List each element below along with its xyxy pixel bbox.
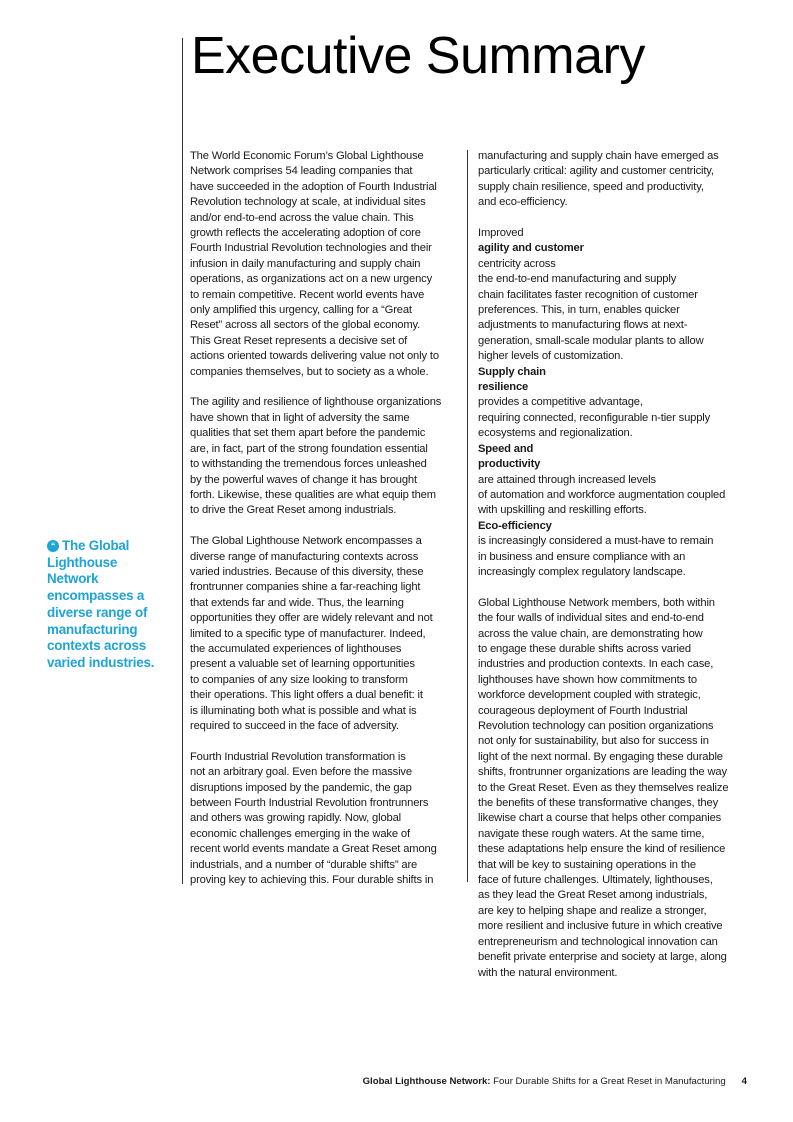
text-line: across the value chain, are demonstrating how — [478, 627, 703, 640]
column-divider-rule — [467, 150, 468, 882]
text-line: of automation and workforce augmentation coupled — [478, 488, 726, 501]
text-line: Fourth Industrial Revolution transformation is — [190, 750, 406, 763]
text-line: likewise chart a course that helps other companies — [478, 812, 722, 825]
text-line: and eco-efficiency. — [478, 196, 568, 209]
text-line: frontrunner companies shine a far-reaching light — [190, 581, 421, 594]
text-line: Fourth Industrial Revolution technologies and their — [190, 242, 432, 255]
text-line: higher levels of customization. Supply chain — [478, 350, 624, 378]
text-line: infusion in daily manufacturing and supply chain — [190, 257, 421, 270]
text-line: increasingly complex regulatory landscape. — [478, 565, 686, 578]
text-line: This Great Reset represents a decisive set of — [190, 334, 408, 347]
text-line: is illuminating both what is possible and what is — [190, 704, 417, 717]
text-line: requiring connected, reconfigurable n-tier supply — [478, 411, 711, 424]
text-line: qualities that set them apart before the pandemic — [190, 427, 426, 440]
text-line: benefit private enterprise and society at large, along — [478, 951, 727, 964]
emphasis: Supply chain — [478, 365, 546, 378]
text-line: actions oriented towards delivering value not only to — [190, 350, 439, 363]
text-line: face of future challenges. Ultimately, lighthouses, — [478, 874, 713, 887]
text-line: light of the next normal. By engaging these durable — [478, 750, 723, 763]
paragraph — [190, 395, 465, 518]
paragraph — [190, 534, 465, 734]
text-line: required to succeed in the face of adversity. — [190, 720, 399, 732]
text-line: Improved agility and customer centricity across — [478, 227, 584, 270]
pull-quote-line: Network — [47, 571, 99, 587]
emphasis: Eco-efficiency — [478, 519, 552, 532]
text-line: more resilient and inclusive future in which creative — [478, 920, 723, 933]
pull-quote-line: diverse range of — [47, 604, 148, 620]
text-line: as they lead the Great Reset among industrials, — [478, 889, 708, 902]
text-line: manufacturing and supply chain have emerged as — [478, 150, 719, 162]
body-column-1 — [190, 149, 465, 904]
text-line: the benefits of these transformative changes, they — [478, 797, 719, 810]
footer-report-name: Global Lighthouse Network: — [362, 1076, 491, 1087]
text-line: have shown that in light of adversity the same — [190, 411, 410, 424]
text-line: The Global Lighthouse Network encompasses a — [190, 535, 422, 548]
text-line: varied industries. Because of this diversity, these — [190, 565, 424, 578]
pull-quote-line: Lighthouse — [47, 554, 118, 570]
page-title: Executive Summary — [191, 27, 645, 85]
text-line: growth reflects the accelerating adoption of core — [190, 227, 421, 240]
text-line: generation, small-scale modular plants to allow — [478, 334, 704, 347]
text-line: only amplified this urgency, calling for a “Great — [190, 304, 412, 317]
text-line: industries and production contexts. In each case, — [478, 658, 714, 671]
text-line: Reset” across all sectors of the global economy. — [190, 319, 421, 332]
text-line: economic challenges emerging in the wake of — [190, 827, 410, 840]
pull-quote-line: varied industries. — [47, 654, 155, 670]
page-footer — [363, 1076, 747, 1087]
text-line: with the natural environment. — [478, 966, 618, 979]
text-line: to companies of any size looking to transform — [190, 673, 408, 686]
text-line: operations, as organizations act on a new urgency — [190, 273, 433, 286]
text-line: adjustments to manufacturing flows at next- — [478, 319, 688, 332]
emphasis: productivity — [478, 458, 541, 471]
text-line: with upskilling and reskilling efforts. Eco-efficiency — [478, 504, 647, 532]
text-line: productivity are attained through increased levels — [478, 458, 656, 486]
paragraph — [478, 596, 748, 981]
quote-icon: “ — [47, 540, 59, 552]
pull-quote-line: manufacturing — [47, 621, 138, 637]
text-line: Network comprises 54 leading companies that — [190, 165, 413, 178]
text-line: are, in fact, part of the strong foundation essential — [190, 442, 428, 455]
text-line: opportunities they offer are widely relevant and not — [190, 612, 433, 625]
paragraph — [190, 750, 465, 889]
text-line: not only for sustainability, but also for success in — [478, 735, 709, 748]
page-number: 4 — [741, 1076, 747, 1087]
text-line: is increasingly considered a must-have to remain — [478, 535, 714, 548]
paragraph-durable-shifts — [478, 226, 748, 580]
text-line: disruptions imposed by the pandemic, the gap — [190, 781, 412, 794]
pull-quote-line: encompasses a — [47, 588, 145, 604]
text-line: not an arbitrary goal. Even before the massive — [190, 766, 412, 779]
paragraph — [478, 149, 748, 211]
text-line: preferences. This, in turn, enables quicker — [478, 304, 680, 317]
text-line: present a valuable set of learning opportunities — [190, 658, 415, 671]
text-line: The World Economic Forum’s Global Lighthouse — [190, 150, 424, 162]
text-line: the four walls of individual sites and end-to-end — [478, 612, 704, 625]
text-line: shifts, frontrunner organizations are leading the way — [478, 766, 727, 779]
text-line: and/or end-to-end across the value chain. This — [190, 211, 414, 224]
text-line: that extends far and wide. Thus, the learning — [190, 596, 404, 609]
emphasis: Speed and — [478, 442, 534, 455]
text-line: these adaptations help ensure the kind of resilience — [478, 843, 726, 856]
text-line: to remain competitive. Recent world events have — [190, 288, 425, 301]
text-line: proving key to achieving this. Four durable shifts in — [190, 874, 434, 887]
text-line: in business and ensure compliance with an — [478, 550, 686, 563]
text-line: diverse range of manufacturing contexts across — [190, 550, 419, 563]
text-line: Global Lighthouse Network members, both within — [478, 596, 715, 609]
text-line: the end-to-end manufacturing and supply — [478, 273, 677, 286]
text-line: particularly critical: agility and customer centricity, — [478, 165, 714, 178]
text-line: to engage these durable shifts across varied — [478, 642, 691, 655]
text-line: navigate these rough waters. At the same time, — [478, 827, 705, 840]
text-line: their operations. This light offers a dual benefit: it — [190, 689, 423, 702]
pull-quote-line: “ The Global — [47, 538, 167, 555]
text-line: the accumulated experiences of lighthouses — [190, 642, 402, 655]
pull-quote — [47, 538, 167, 672]
pull-quote-line: contexts across — [47, 638, 146, 654]
text-line: by the powerful waves of change it has brought — [190, 473, 417, 486]
text-line: resilience provides a competitive advantage, — [478, 381, 643, 409]
footer-subtitle: Four Durable Shifts for a Great Reset in Manufacturing — [490, 1076, 726, 1087]
text-line: between Fourth Industrial Revolution frontrunners — [190, 797, 429, 810]
text-line: forth. Likewise, these qualities are what equip them — [190, 488, 436, 501]
text-line: Revolution technology can position organizations — [478, 720, 714, 732]
text-line: Revolution technology at scale, at individual sites — [190, 196, 426, 209]
text-line: recent world events mandate a Great Reset among — [190, 843, 437, 856]
emphasis: resilience — [478, 381, 529, 394]
text-line: entrepreneurism and technological innovation can — [478, 935, 718, 948]
text-line: to withstanding the tremendous forces unleashed — [190, 458, 427, 471]
text-line: have succeeded in the adoption of Fourth Industrial — [190, 180, 437, 193]
body-column-2 — [478, 149, 748, 996]
text-line: limited to a specific type of manufacturer. Indeed, — [190, 627, 426, 640]
text-line: and others was growing rapidly. Now, global — [190, 812, 401, 825]
text-line: to drive the Great Reset among industrials. — [190, 504, 397, 517]
text-line: to the Great Reset. Even as they themselves realize — [478, 781, 729, 794]
paragraph — [190, 149, 465, 380]
text-line: chain facilitates faster recognition of customer — [478, 288, 698, 301]
text-line: supply chain resilience, speed and productivity, — [478, 180, 704, 193]
emphasis: agility and customer — [478, 242, 584, 255]
text-line: courageous deployment of Fourth Industrial — [478, 704, 688, 717]
text-line: The agility and resilience of lighthouse organizations — [190, 396, 442, 409]
title-vertical-rule — [182, 38, 183, 884]
text-line: are key to helping shape and realize a stronger, — [478, 904, 707, 917]
text-line: industrials, and a number of “durable shifts” are — [190, 858, 418, 871]
text-line: lighthouses have shown how commitments to — [478, 673, 697, 686]
text-line: companies themselves, but to society as a whole. — [190, 365, 429, 378]
text-line: workforce development coupled with strategic, — [478, 689, 701, 702]
text-line: that will be key to sustaining operations in the — [478, 858, 696, 871]
text-line: ecosystems and regionalization. Speed and — [478, 427, 633, 455]
